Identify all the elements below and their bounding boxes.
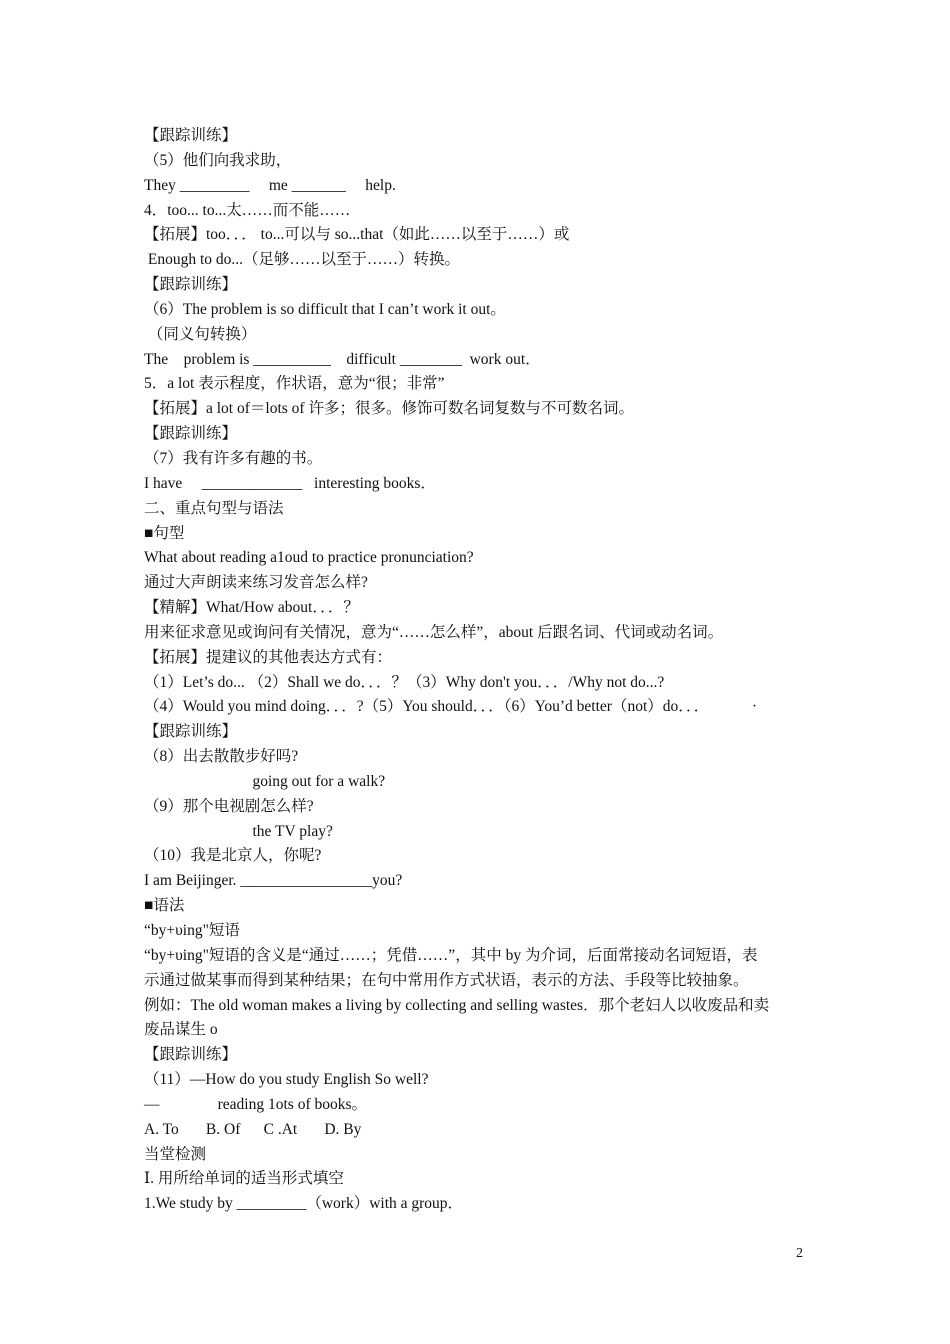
text-line: “by+υing"短语: [144, 922, 240, 939]
text-line: The problem is __________ difficult ________ work out．: [144, 350, 541, 368]
text-line: 废品谋生 o: [144, 1021, 218, 1039]
text-line: （7）我有许多有趣的书。: [144, 449, 323, 467]
text-line: 【拓展】a lot of＝lots of 许多；很多。修饰可数名词复数与不可数名词。: [144, 400, 634, 418]
text-line: I am Beijinger. _________________you?: [144, 872, 403, 890]
text-line: A. To B. Of C .At D. By: [144, 1120, 362, 1138]
text-line: （5）他们向我求助，: [144, 151, 292, 169]
text-line: 1.We study by _________（work）with a group．: [144, 1195, 464, 1213]
text-line: 5．a lot 表示程度，作状语，意为“很；非常”: [144, 375, 445, 393]
text-line: （6）The problem is so difficult that I can’t work it out。: [144, 300, 506, 318]
text-line: （同义句转换）: [144, 325, 257, 343]
page-number: 2: [796, 1246, 803, 1261]
text-line: 4．too... to...太……而不能……: [144, 201, 351, 219]
text-line: the TV play?: [144, 822, 333, 840]
text-line: 【跟踪训练】: [144, 425, 238, 443]
text-line: （4）Would you mind doing．．．?（5）You should．．．（6）You’d better（not）do．．． ·: [144, 698, 758, 716]
text-line: 通过大声朗读来练习发音怎么样?: [144, 574, 368, 592]
document-body: [144, 124, 824, 1217]
text-line: 例如：The old woman makes a living by collecting and selling wastes．那个老妇人以收废品和卖: [144, 996, 770, 1014]
text-line: “by+υing"短语的含义是“通过……；凭借……”，其中 by 为介词，后面常接动名词短语，表: [144, 946, 758, 964]
text-line: 【拓展】too．．． to...可以与 so...that（如此……以至于……）或: [144, 226, 570, 244]
text-line: 【跟踪训练】: [144, 723, 238, 741]
section-heading: 当堂检测: [144, 1145, 207, 1163]
section-heading: 二、重点句型与语法: [144, 499, 284, 517]
text-line: — reading 1ots of books。: [144, 1095, 368, 1113]
text-line: （8）出去散散步好吗?: [144, 748, 299, 766]
text-line: 【跟踪训练】: [144, 127, 238, 144]
text-line: going out for a walk?: [144, 772, 386, 790]
text-line: ■句型: [144, 524, 185, 542]
text-line: Enough to do...（足够……以至于……）转换。: [144, 251, 461, 269]
text-line: 【跟踪训练】: [144, 1046, 238, 1064]
text-line: （1）Let’s do... （2）Shall we do．．．？（3）Why don't you．．．/Why not do...?: [144, 673, 665, 691]
text-line: 【精解】What/How about．．．？: [144, 599, 359, 617]
text-line: 【跟踪训练】: [144, 276, 238, 294]
text-line: （10）我是北京人，你呢?: [144, 847, 322, 865]
text-line: What about reading a1oud to practice pronunciation?: [144, 549, 474, 567]
text-line: （9）那个电视剧怎么样?: [144, 797, 314, 815]
text-line: I have _____________ interesting books．: [144, 474, 436, 492]
text-line: Ⅰ. 用所给单词的适当形式填空: [144, 1170, 344, 1188]
text-line: 示通过做某事而得到某种结果；在句中常用作方式状语，表示的方法、手段等比较抽象。: [144, 971, 749, 989]
text-line: （11）—How do you study English So well?: [144, 1071, 429, 1089]
text-line: They _________ me _______ help.: [144, 176, 396, 194]
text-line: 【拓展】提建议的其他表达方式有：: [144, 648, 393, 666]
text-line: ■语法: [144, 897, 185, 915]
text-line: 用来征求意见或询问有关情况，意为“……怎么样”，about 后跟名词、代词或动名词。: [144, 623, 724, 641]
